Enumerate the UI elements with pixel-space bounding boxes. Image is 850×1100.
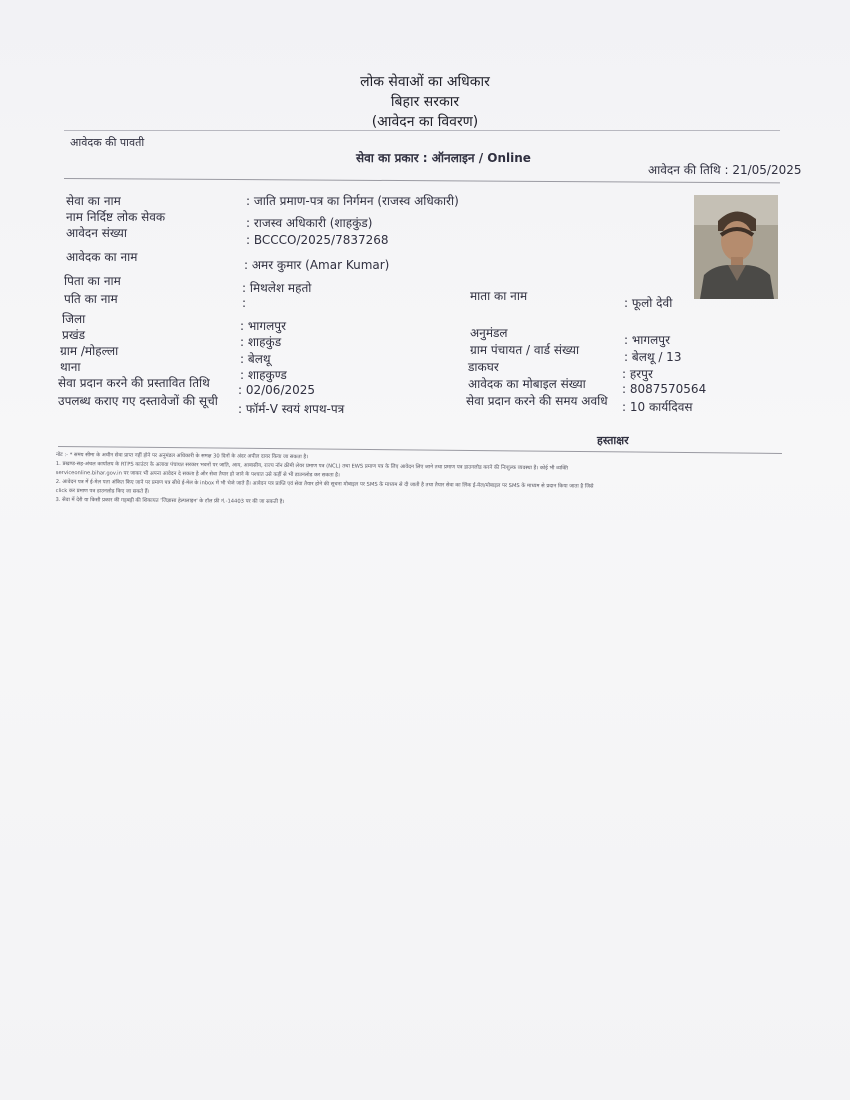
label-post-office: डाकघर <box>468 360 499 374</box>
label-time-limit: सेवा प्रदान करने की समय अवधि <box>466 394 608 408</box>
value-subdivision: : भागलपुर <box>624 333 671 347</box>
value-village: : बेलथू <box>240 352 271 366</box>
value-mobile: : 8087570564 <box>622 382 707 396</box>
receipt-label: आवेदक की पावती <box>70 136 145 149</box>
value-service-name: : जाति प्रमाण-पत्र का निर्गमन (राजस्व अधिकारी) <box>246 194 459 208</box>
note-line: 2. आवेदन पत्र में ई-मेल पता अंकित किए जाने पर प्रमाण पत्र सीधे ई-मेल के inbox में भी भेजे जाते हैं। आवेदन पत्र प्राप्ति एवं सेवा तैयार होने की सूचना मोबाइल पर SMS के माध्यम से दी जाती है तथा तैयार सेवा का लिंक ई-मेल/मोबाइल पर SMS के माध्यम से प्रदान किया जाता है जिसे <box>55 478 594 490</box>
label-application-no: आवेदन संख्या <box>66 226 127 240</box>
label-mobile: आवेदक का मोबाइल संख्या <box>468 377 586 391</box>
value-district: : भागलपुर <box>240 319 287 333</box>
value-husband-name: : <box>242 296 247 310</box>
header-rights-title: लोक सेवाओं का अधिकार <box>360 74 490 90</box>
label-mother-name: माता का नाम <box>470 289 528 303</box>
applicant-portrait-icon <box>694 195 778 299</box>
applicant-photo <box>694 195 778 299</box>
header-divider <box>64 178 780 183</box>
header-government: बिहार सरकार <box>390 94 460 110</box>
label-police-station: थाना <box>60 360 81 374</box>
value-father-name: : मिथलेश महतो <box>242 281 312 295</box>
label-documents: उपलब्ध कराए गए दस्तावेजों की सूची <box>58 394 218 408</box>
signature-label: हस्ताक्षर <box>597 434 629 447</box>
value-panchayat: : बेलथू / 13 <box>624 350 682 364</box>
label-public-servant: नाम निर्दिष्ट लोक सेवक <box>66 210 166 224</box>
note-line: नोट :- * समय सीमा के अधीन सेवा प्राप्त नहीं होने पर अनुमंडल अधिकारी के समक्ष 30 दिनों के अंदर अपील दायर किया जा सकता है। <box>55 451 309 461</box>
label-subdivision: अनुमंडल <box>470 326 508 340</box>
value-mother-name: : फूलो देवी <box>624 296 673 310</box>
application-date: आवेदन की तिथि : 21/05/2025 <box>648 163 802 177</box>
value-public-servant: : राजस्व अधिकारी (शाहकुंड) <box>246 216 373 230</box>
label-husband-name: पति का नाम <box>64 292 118 306</box>
note-line: 1. प्रखण्ड-सह-अंचल कार्यालय के RTPS काउंटर के अलावा पंचायत सरकार भवनों पर जाति, आय, आवासीय, राज्य नॉन क्रीमी लेयर प्रमाण पत्र (NCL) तथा EWS प्रमाण पत्र के लिए आवेदन लिए जाने तथा प्रमाण पत्र डाउनलोड करने की निःशुल्क व्यवस्था है। कोई भी व्यक्ति <box>55 460 568 472</box>
label-panchayat: ग्राम पंचायत / वार्ड संख्या <box>470 343 580 357</box>
value-police-station: : शाहकुण्ड <box>240 368 287 382</box>
label-block: प्रखंड <box>62 328 86 342</box>
value-time-limit: : 10 कार्यदिवस <box>622 400 693 414</box>
label-proposed-date: सेवा प्रदान करने की प्रस्तावित तिथि <box>58 376 210 390</box>
value-application-no: : BCCCO/2025/7837268 <box>246 233 389 247</box>
note-line: click कर प्रमाण पत्र डाउनलोड किए जा सकते हैं। <box>55 487 150 495</box>
value-proposed-date: : 02/06/2025 <box>238 383 316 397</box>
label-district: जिला <box>62 312 86 326</box>
value-applicant-name: : अमर कुमार (Amar Kumar) <box>244 258 390 272</box>
note-line: 3. सेवा में देरी या किसी प्रकार की गड़बड़ी की शिकायत 'जिज्ञासा हेल्पलाइन' के टॉल फ्री नं.-14403 पर की जा सकती है। <box>55 496 285 505</box>
value-documents: : फॉर्म-V स्वयं शपथ-पत्र <box>238 402 345 416</box>
label-service-name: सेवा का नाम <box>66 194 121 208</box>
service-type: सेवा का प्रकार : ऑनलाइन / Online <box>356 151 531 165</box>
value-post-office: : हरपुर <box>622 367 653 381</box>
label-village: ग्राम /मोहल्ला <box>60 344 119 358</box>
top-rule <box>64 130 780 131</box>
note-line: serviceonline.bihar.gov.in पर जाकर भी अपना आवेदन दे सकता है और सेवा तैयार हो जाने के पश्चात उसे कहीं से भी डाउनलोड कर सकता है। <box>55 469 340 479</box>
value-block: : शाहकुंड <box>240 335 282 349</box>
label-applicant-name: आवेदक का नाम <box>66 250 138 264</box>
header-subtitle: (आवेदन का विवरण) <box>371 114 479 130</box>
label-father-name: पिता का नाम <box>64 274 121 288</box>
